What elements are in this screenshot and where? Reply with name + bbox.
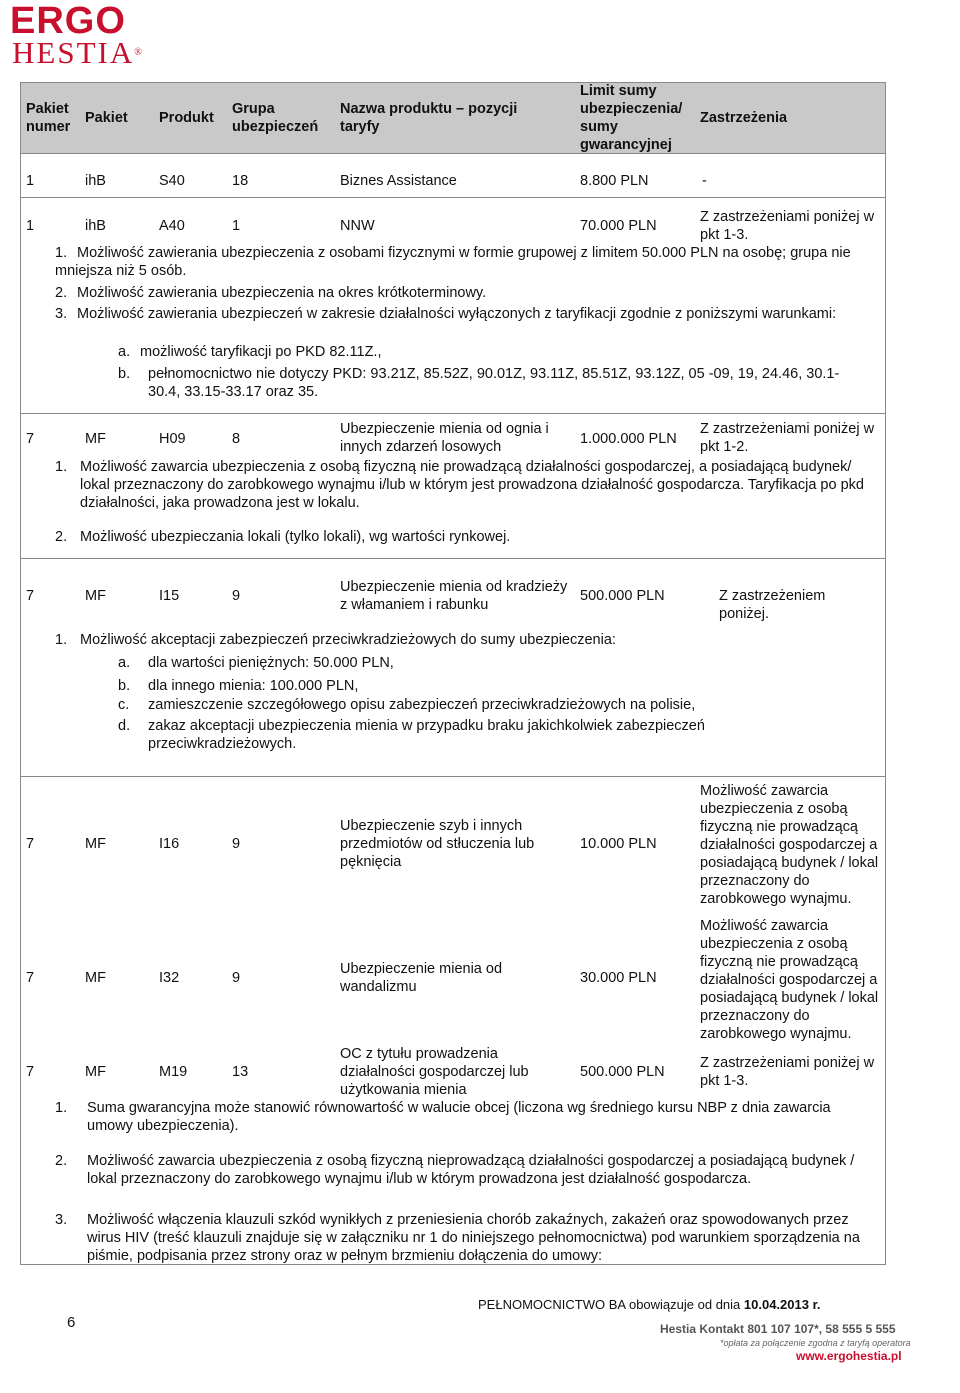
cell-num: 7 xyxy=(26,431,35,447)
header-pakiet-numer: Pakiet numer xyxy=(26,101,71,135)
cell-produkt: I16 xyxy=(159,836,180,852)
note-number: 3. xyxy=(55,306,68,322)
cell-produkt: S40 xyxy=(159,173,185,189)
note-text: Możliwość zawierania ubezpieczeń w zakresie działalności wyłączonych z taryfikacji zgodnie z poniższymi warunkami: xyxy=(77,306,837,322)
cell-produkt: I32 xyxy=(159,970,180,986)
note-subitem xyxy=(118,677,878,695)
logo-mark: ® xyxy=(134,47,144,58)
note-item xyxy=(55,1211,880,1265)
cell-zastrzezenia: Możliwość zawarcia ubezpieczenia z osobą fizyczną nie prowadzącą działalności gospodarczej a posiadającą budynek / lokal przeznaczony do zarobkowego wynajmu. xyxy=(700,918,879,1042)
cell-num: 7 xyxy=(26,970,35,986)
cell-zastrzezenia: Z zastrzeżeniami poniżej w pkt 1-3. xyxy=(700,1055,875,1089)
cell-limit: 1.000.000 PLN xyxy=(580,431,677,447)
header-limit: Limit sumy ubezpieczenia/ sumy gwarancyjnej xyxy=(580,83,683,153)
cell-produkt: A40 xyxy=(159,218,185,234)
note-letter: a. xyxy=(118,344,131,360)
cell-pakiet: MF xyxy=(85,970,106,986)
cell-zastrzezenia: Z zastrzeżeniami poniżej w pkt 1-2. xyxy=(700,421,875,455)
note-text: Możliwość zawarcia ubezpieczenia z osobą fizyczną nieprowadzącą działalności gospodarczej a posiadającą budynek / lokal przeznaczony do zarobkowego wynajmu i/lub w którym prowadzona jest działalność gospodarcza. xyxy=(87,1153,855,1187)
note-number: 2. xyxy=(55,529,68,545)
cell-limit: 8.800 PLN xyxy=(580,173,649,189)
note-text: dla wartości pieniężnych: 50.000 PLN, xyxy=(148,655,394,671)
cell-num: 7 xyxy=(26,588,35,604)
cell-nazwa: Biznes Assistance xyxy=(340,173,457,189)
note-subitem xyxy=(118,717,758,753)
note-letter: b. xyxy=(118,678,131,694)
note-item xyxy=(55,244,880,280)
note-text: Możliwość zawarcia ubezpieczenia z osobą fizyczną nie prowadzącą działalności gospodarczej, a posiadającą budynek/ lokal przeznaczony do zarobkowego wynajmu i/lub w którym jest prowadzona działalność gospodarcza. Taryfikacja po pkd działalności, jaka prowadzona jest w lokalu. xyxy=(80,459,864,511)
header-nazwa: Nazwa produktu – pozycji taryfy xyxy=(340,101,518,135)
cell-zastrzezenia: Możliwość zawarcia ubezpieczenia z osobą fizyczną nie prowadzącą działalności gospodarczej a posiadającą budynek / lokal przeznaczony do zarobkowego wynajmu. xyxy=(700,783,879,907)
note-item xyxy=(55,528,880,546)
validity-date: 10.04.2013 r. xyxy=(743,1297,821,1312)
note-letter: a. xyxy=(118,655,131,671)
cell-nazwa: OC z tytułu prowadzenia działalności gospodarczej lub użytkowania mienia xyxy=(340,1046,529,1098)
note-number: 2. xyxy=(55,1153,68,1169)
note-number: 1. xyxy=(55,245,68,261)
cell-nazwa: NNW xyxy=(340,218,375,234)
note-text: Suma gwarancyjna może stanowić równowartość w walucie obcej (liczona wg średniego kursu NBP z dnia zawarcia umowy ubezpieczenia). xyxy=(87,1100,831,1134)
note-item xyxy=(55,458,880,512)
cell-limit: 70.000 PLN xyxy=(580,218,657,234)
note-text: Możliwość włączenia klauzuli szkód wynikłych z przeniesienia chorób zakaźnych, zakażeń oraz spowodowanych przez wirus HIV (treść klauzuli znajduje się w załączniku nr 1 do niniejszego pełnomocnictwa) pod warunkiem sporządzenia na piśmie, podpisania przez strony oraz w pełnym brzmieniu dołączenia do umowy: xyxy=(87,1212,860,1264)
cell-grupa: 1 xyxy=(232,218,241,234)
note-text: możliwość taryfikacji po PKD 82.11Z., xyxy=(140,344,382,360)
cell-pakiet: MF xyxy=(85,588,106,604)
cell-zastrzezenia: Z zastrzeżeniem poniżej. xyxy=(719,588,826,622)
row-separator xyxy=(21,197,885,198)
note-number: 2. xyxy=(55,285,68,301)
cell-nazwa: Ubezpieczenie mienia od ognia i innych zdarzeń losowych xyxy=(340,421,549,455)
note-letter: b. xyxy=(118,366,131,382)
cell-grupa: 8 xyxy=(232,431,241,447)
cell-limit: 10.000 PLN xyxy=(580,836,657,852)
table-header xyxy=(21,83,885,154)
cell-num: 7 xyxy=(26,836,35,852)
cell-zastrzezenia: - xyxy=(702,173,707,189)
row-separator xyxy=(21,413,885,414)
validity-note xyxy=(478,1297,821,1312)
cell-pakiet: MF xyxy=(85,1064,106,1080)
note-item xyxy=(55,284,880,302)
cell-produkt: I15 xyxy=(159,588,180,604)
cell-nazwa: Ubezpieczenie szyb i innych przedmiotów od stłuczenia lub pęknięcia xyxy=(340,818,535,870)
cell-num: 1 xyxy=(26,173,35,189)
note-item xyxy=(55,1152,880,1188)
website-link[interactable]: www.ergohestia.pl xyxy=(796,1349,902,1363)
header-produkt: Produkt xyxy=(159,110,214,126)
cell-pakiet: MF xyxy=(85,836,106,852)
note-text: zamieszczenie szczegółowego opisu zabezpieczeń przeciwkradzieżowych na polisie, xyxy=(148,697,696,713)
note-text: pełnomocnictwo nie dotyczy PKD: 93.21Z, 85.52Z, 90.01Z, 93.11Z, 85.51Z, 93.12Z, 05 -09, 19, 24.46, 30.1-30.4, 33.15-33.17 oraz 35. xyxy=(148,366,840,400)
note-subitem xyxy=(118,365,858,401)
note-letter: d. xyxy=(118,718,131,734)
note-text: dla innego mienia: 100.000 PLN, xyxy=(148,678,359,694)
note-subitem xyxy=(118,654,878,672)
note-item xyxy=(55,305,880,323)
note-text: Możliwość ubezpieczania lokali (tylko lokali), wg wartości rynkowej. xyxy=(80,529,511,545)
logo-ergo: ERGO xyxy=(10,0,126,42)
cell-num: 1 xyxy=(26,218,35,234)
note-number: 3. xyxy=(55,1212,68,1228)
note-number: 1. xyxy=(55,632,68,648)
note-subitem xyxy=(118,696,878,714)
cell-grupa: 9 xyxy=(232,588,241,604)
logo-hestia-text: HESTIA xyxy=(12,35,135,70)
cell-grupa: 9 xyxy=(232,836,241,852)
logo-hestia xyxy=(12,35,144,70)
note-number: 1. xyxy=(55,1100,68,1116)
cell-num: 7 xyxy=(26,1064,35,1080)
cell-grupa: 9 xyxy=(232,970,241,986)
note-letter: c. xyxy=(118,697,130,713)
note-text: Możliwość akceptacji zabezpieczeń przeciwkradzieżowych do sumy ubezpieczenia: xyxy=(80,632,616,648)
header-grupa: Grupa ubezpieczeń xyxy=(232,101,319,135)
row-separator xyxy=(21,776,885,777)
cell-produkt: H09 xyxy=(159,431,186,447)
cell-limit: 30.000 PLN xyxy=(580,970,657,986)
note-text: Możliwość zawierania ubezpieczenia z osobami fizycznymi w formie grupowej z limitem 50.000 PLN na osobę; grupa nie mniejsza niż 5 osób. xyxy=(55,245,851,279)
note-text: zakaz akceptacji ubezpieczenia mienia w przypadku braku jakichkolwiek zabezpieczeń przeciwkradzieżowych. xyxy=(148,718,705,752)
note-item xyxy=(55,631,880,649)
note-text: Możliwość zawierania ubezpieczenia na okres krótkoterminowy. xyxy=(77,285,487,301)
note-item xyxy=(55,1099,880,1135)
note-number: 1. xyxy=(55,459,68,475)
cell-nazwa: Ubezpieczenie mienia od wandalizmu xyxy=(340,961,503,995)
validity-prefix: PEŁNOMOCNICTWO BA obowiązuje od dnia xyxy=(478,1297,744,1312)
cell-nazwa: Ubezpieczenie mienia od kradzieży z włamaniem i rabunku xyxy=(340,579,568,613)
cell-grupa: 18 xyxy=(232,173,249,189)
cell-pakiet: MF xyxy=(85,431,106,447)
cell-pakiet: ihB xyxy=(85,218,106,234)
contact-note: *opłata za połączenie zgodna z taryfą operatora xyxy=(720,1338,911,1348)
page-number: 6 xyxy=(67,1314,76,1331)
header-zastrzezenia: Zastrzeżenia xyxy=(700,110,788,126)
cell-limit: 500.000 PLN xyxy=(580,588,665,604)
cell-zastrzezenia: Z zastrzeżeniami poniżej w pkt 1-3. xyxy=(700,209,875,243)
cell-grupa: 13 xyxy=(232,1064,249,1080)
row-separator xyxy=(21,558,885,559)
header-pakiet: Pakiet xyxy=(85,110,128,126)
cell-limit: 500.000 PLN xyxy=(580,1064,665,1080)
cell-produkt: M19 xyxy=(159,1064,188,1080)
note-subitem xyxy=(118,343,878,361)
cell-pakiet: ihB xyxy=(85,173,106,189)
contact-line: Hestia Kontakt 801 107 107*, 58 555 5 555 xyxy=(660,1322,896,1336)
